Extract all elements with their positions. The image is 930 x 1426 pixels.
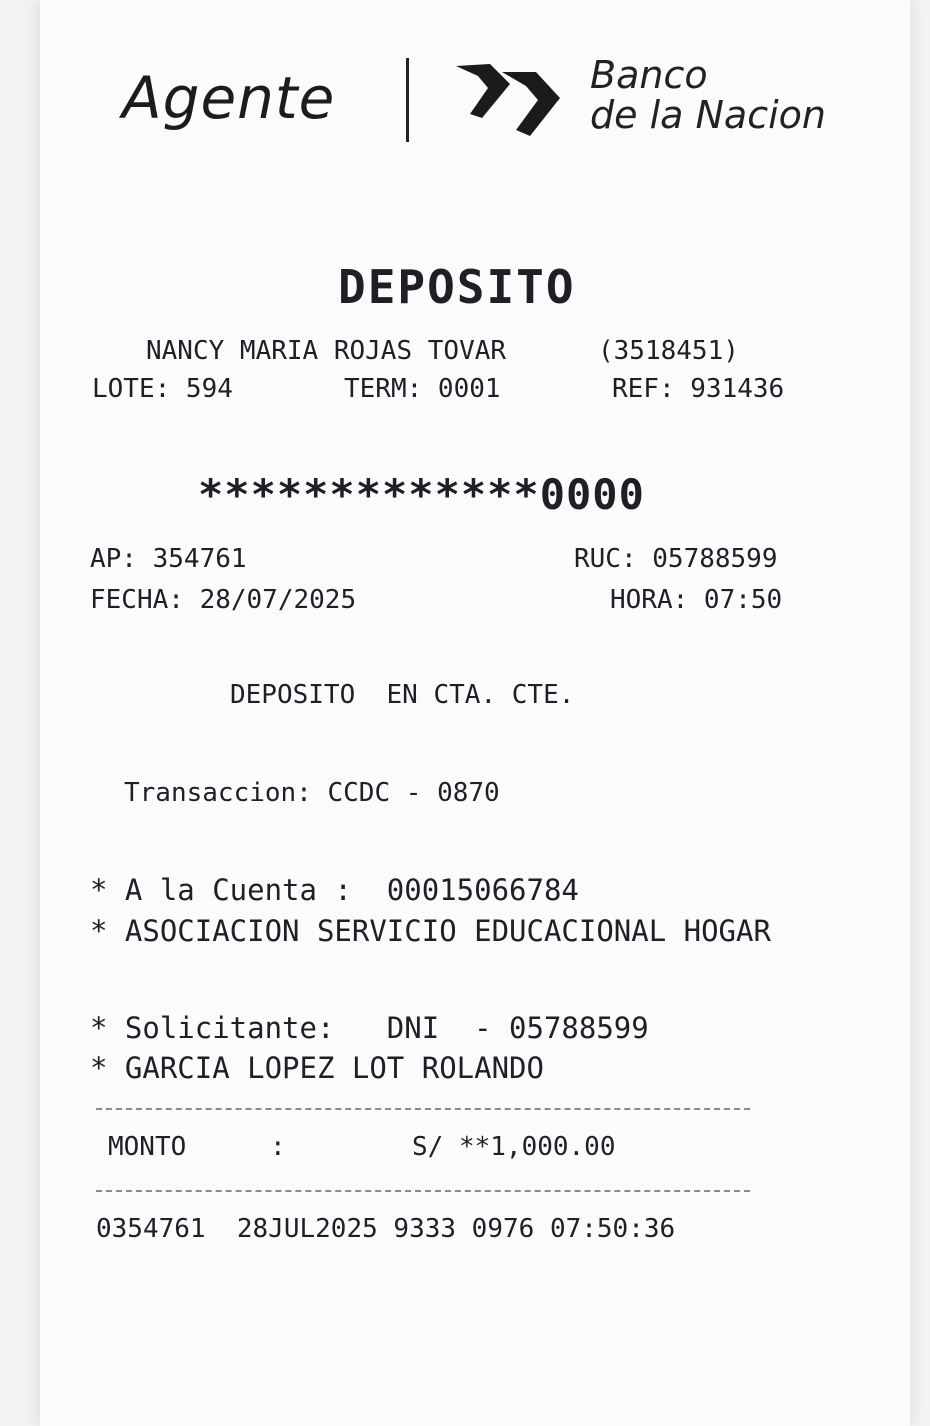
receipt-title: DEPOSITO xyxy=(338,260,576,314)
footer-trace-line: 0354761 28JUL2025 9333 0976 07:50:36 xyxy=(96,1214,676,1244)
bank-name-line1: Banco xyxy=(590,53,708,97)
bank-name-logo xyxy=(590,53,826,137)
account-holder-line: * ASOCIACION SERVICIO EDUCACIONAL HOGAR xyxy=(90,914,771,948)
ap-value: AP: 354761 xyxy=(90,544,247,574)
ruc-value: RUC: 05788599 xyxy=(574,544,778,574)
requester-name-line: * GARCIA LOPEZ LOT ROLANDO xyxy=(90,1051,544,1085)
masked-card-number: *************0000 xyxy=(198,470,645,519)
transaction-line: Transaccion: CCDC - 0870 xyxy=(124,778,500,808)
bank-name-line2: de la Nacion xyxy=(590,92,826,137)
term-value: TERM: 0001 xyxy=(344,374,501,404)
account-number-line: * A la Cuenta : 00015066784 xyxy=(90,873,579,907)
client-code: (3518451) xyxy=(598,336,739,366)
logo-divider xyxy=(406,58,409,142)
amount-colon: : xyxy=(270,1132,286,1162)
operation-type: DEPOSITO EN CTA. CTE. xyxy=(230,680,575,710)
agente-logo-text: Agente xyxy=(122,64,336,132)
separator-bottom xyxy=(96,1190,750,1192)
receipt-paper xyxy=(40,0,910,1426)
fecha-value: FECHA: 28/07/2025 xyxy=(90,585,357,615)
amount-label: MONTO xyxy=(108,1132,187,1162)
ref-value: REF: 931436 xyxy=(612,374,785,404)
client-name: NANCY MARIA ROJAS TOVAR xyxy=(146,336,507,366)
lote-value: LOTE: 594 xyxy=(92,374,233,404)
bank-logo-icon xyxy=(452,58,572,142)
amount-value: S/ **1,000.00 xyxy=(412,1132,616,1162)
separator-top xyxy=(96,1108,750,1110)
requester-dni-line: * Solicitante: DNI - 05788599 xyxy=(90,1011,649,1045)
hora-value: HORA: 07:50 xyxy=(610,585,783,615)
